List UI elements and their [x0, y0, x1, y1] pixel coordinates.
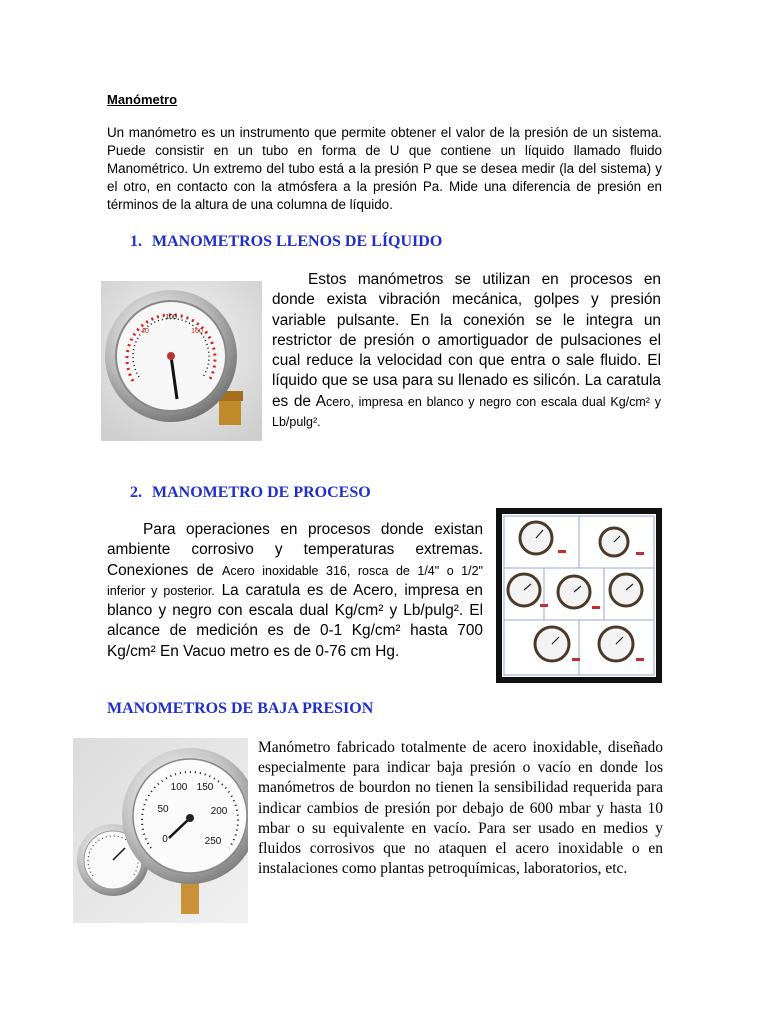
section-number: 1.: [130, 233, 142, 250]
section1-text-main: Estos manómetros se utilizan en procesos en donde exista vibración mecánica, golpes y presión variable pulsante. En la conexión se le integra un restrictor de presión o amortiguador de pulsaciones el cual reduce la velocidad con que entra o sale fluido. El líquido que se usa para su llenado es silicón. La caratula es de A: [272, 271, 661, 410]
liquid-filled-gauge-image: [101, 281, 262, 441]
section3-paragraph: Manómetro fabricado totalmente de acero inoxidable, diseñado especialmente para indicar baja presión o vacío en donde los manómetros de bourdon no tienen la sensibilidad requerida para indicar cambios de presión por debajo de 600 mbar y hasta 10 mbar o su equivalente en vacío. Para ser usado en medios y fluidos corrosivos que no ataquen el acero inoxidable o en instalaciones como plantas petroquímicas, laboratorios, etc.: [258, 739, 663, 878]
gauge-label: 150: [196, 782, 214, 793]
gauge-label: 0: [162, 834, 168, 845]
section-heading-process-gauge: [130, 484, 371, 502]
gauge-label: 50: [157, 804, 169, 815]
gauge-label: 100: [170, 782, 188, 793]
section1-text-small: cero, impresa en blanco y negro con escala dual Kg/cm² y Lb/pulg².: [272, 394, 662, 430]
section-heading-liquid-filled: [130, 233, 442, 251]
gauge-label: 100: [165, 314, 177, 321]
gauge-label: 160: [191, 328, 203, 335]
section1-paragraph: [272, 270, 661, 432]
page-title: Manómetro: [107, 92, 178, 107]
section2-text-continued: La caratula es de Acero, impresa en blanco y negro con escala dual Kg/cm² y Lb/pulg². El alcance de medición es de 0-1 Kg/cm² hasta 700 Kg/cm² En Vacuo metro es de 0-76 cm Hg.: [107, 581, 483, 660]
section-number: 2.: [130, 484, 142, 501]
section-heading-text: MANOMETRO DE PROCESO: [152, 484, 371, 501]
section2-paragraph: [107, 520, 483, 662]
gauge-label: 40: [141, 328, 149, 335]
section-heading-low-pressure: MANOMETROS DE BAJA PRESION: [107, 700, 374, 717]
gauge-label: 250: [204, 836, 222, 847]
low-pressure-gauges-image: [73, 738, 248, 923]
section2-text-main: Para operaciones en procesos donde existan ambiente corrosivo y temperaturas extremas. Conexiones de: [107, 521, 483, 579]
section-heading-text: MANOMETROS LLENOS DE LÍQUIDO: [152, 233, 443, 250]
section2-text-small: Acero inoxidable 316, rosca de 1/4" o 1/2" inferior y posterior.: [107, 563, 483, 598]
intro-paragraph: Un manómetro es un instrumento que permite obtener el valor de la presión de un sistema. Puede consistir en un tubo en forma de U que contiene un líquido llamado fluido Manométrico. Un extremo del tubo está a la presión P que se desea medir (la del sistema) y el otro, en contacto con la atmósfera a la presión Pa. Mide una diferencia de presión en términos de la altura de una columna de líquido.: [107, 125, 662, 212]
gauge-label: 200: [210, 806, 228, 817]
process-gauges-image: [496, 508, 662, 683]
